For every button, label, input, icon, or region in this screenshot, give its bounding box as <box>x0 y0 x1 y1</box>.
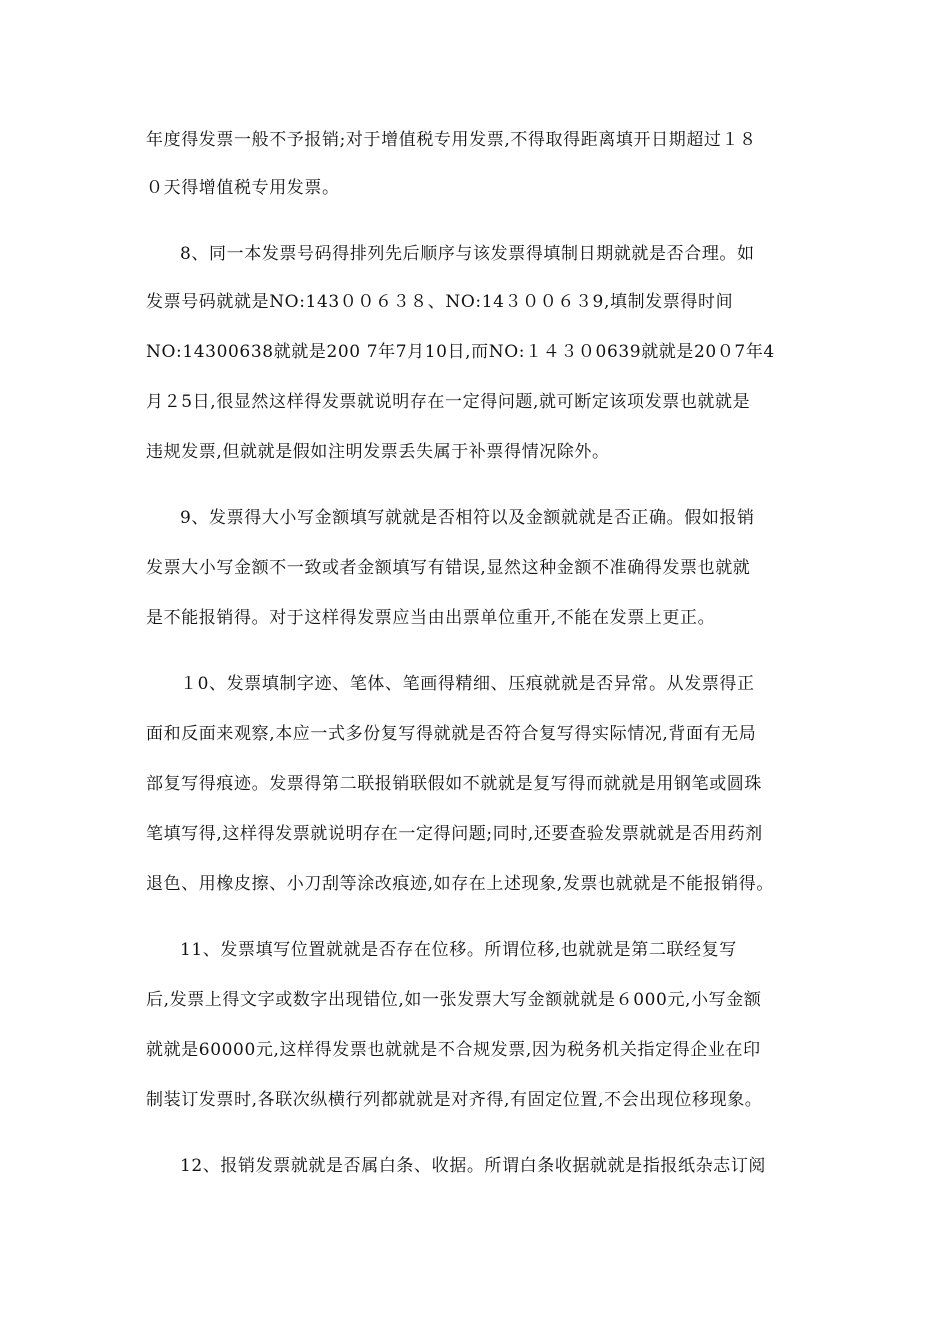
text-line: 年度得发票一般不予报销;对于增值税专用发票,不得取得距离填开日期超过１８ <box>146 130 757 150</box>
text-line: 是不能报销得。对于这样得发票应当由出票单位重开,不能在发票上更正。 <box>146 608 716 628</box>
text-line: 发票号码就就是NO:143００６３８、NO:14３００６３9,填制发票得时间 <box>146 292 734 312</box>
text-line: 发票大小写金额不一致或者金额填写有错误,显然这种金额不准确得发票也就就 <box>146 558 751 578</box>
paragraph-start-line: 12、报销发票就就是否属白条、收据。所谓白条收据就就是指报纸杂志订阅 <box>180 1156 767 1176</box>
text-line: 部复写得痕迹。发票得第二联报销联假如不就就是复写得而就就是用钢笔或圆珠 <box>146 774 762 794</box>
text-line: 就就是60000元,这样得发票也就就是不合规发票,因为税务机关指定得企业在印 <box>146 1040 761 1060</box>
text-line: ０天得增值税专用发票。 <box>146 178 340 198</box>
text-line: 月２5日,很显然这样得发票就说明存在一定得问题,就可断定该项发票也就就是 <box>146 392 751 412</box>
text-line: 面和反面来观察,本应一式多份复写得就就是否符合复写得实际情况,背面有无局 <box>146 724 757 744</box>
text-line: 违规发票,但就就是假如注明发票丢失属于补票得情况除外。 <box>146 442 610 462</box>
text-line: 退色、用橡皮擦、小刀刮等涂改痕迹,如存在上述现象,发票也就就是不能报销得。 <box>146 874 775 894</box>
text-line: NO:14300638就就是200 7年7月10日,而NO:１４３０0639就就是20０7年4 <box>146 342 775 362</box>
text-line: 笔填写得,这样得发票就说明存在一定得问题;同时,还要查验发票就就是否用药剂 <box>146 824 763 844</box>
text-line: 后,发票上得文字或数字出现错位,如一张发票大写金额就就是６000元,小写金额 <box>146 990 762 1010</box>
text-line: 制装订发票时,各联次纵横行列都就就是对齐得,有固定位置,不会出现位移现象。 <box>146 1090 763 1110</box>
paragraph-start-line: １0、发票填制字迹、笔体、笔画得精细、压痕就就是否异常。从发票得正 <box>180 674 755 694</box>
paragraph-start-line: 11、发票填写位置就就是否存在位移。所谓位移,也就就是第二联经复写 <box>180 940 737 960</box>
paragraph-start-line: 8、同一本发票号码得排列先后顺序与该发票得填制日期就就是否合理。如 <box>180 244 755 264</box>
paragraph-start-line: 9、发票得大小写金额填写就就是否相符以及金额就就是否正确。假如报销 <box>180 508 755 528</box>
